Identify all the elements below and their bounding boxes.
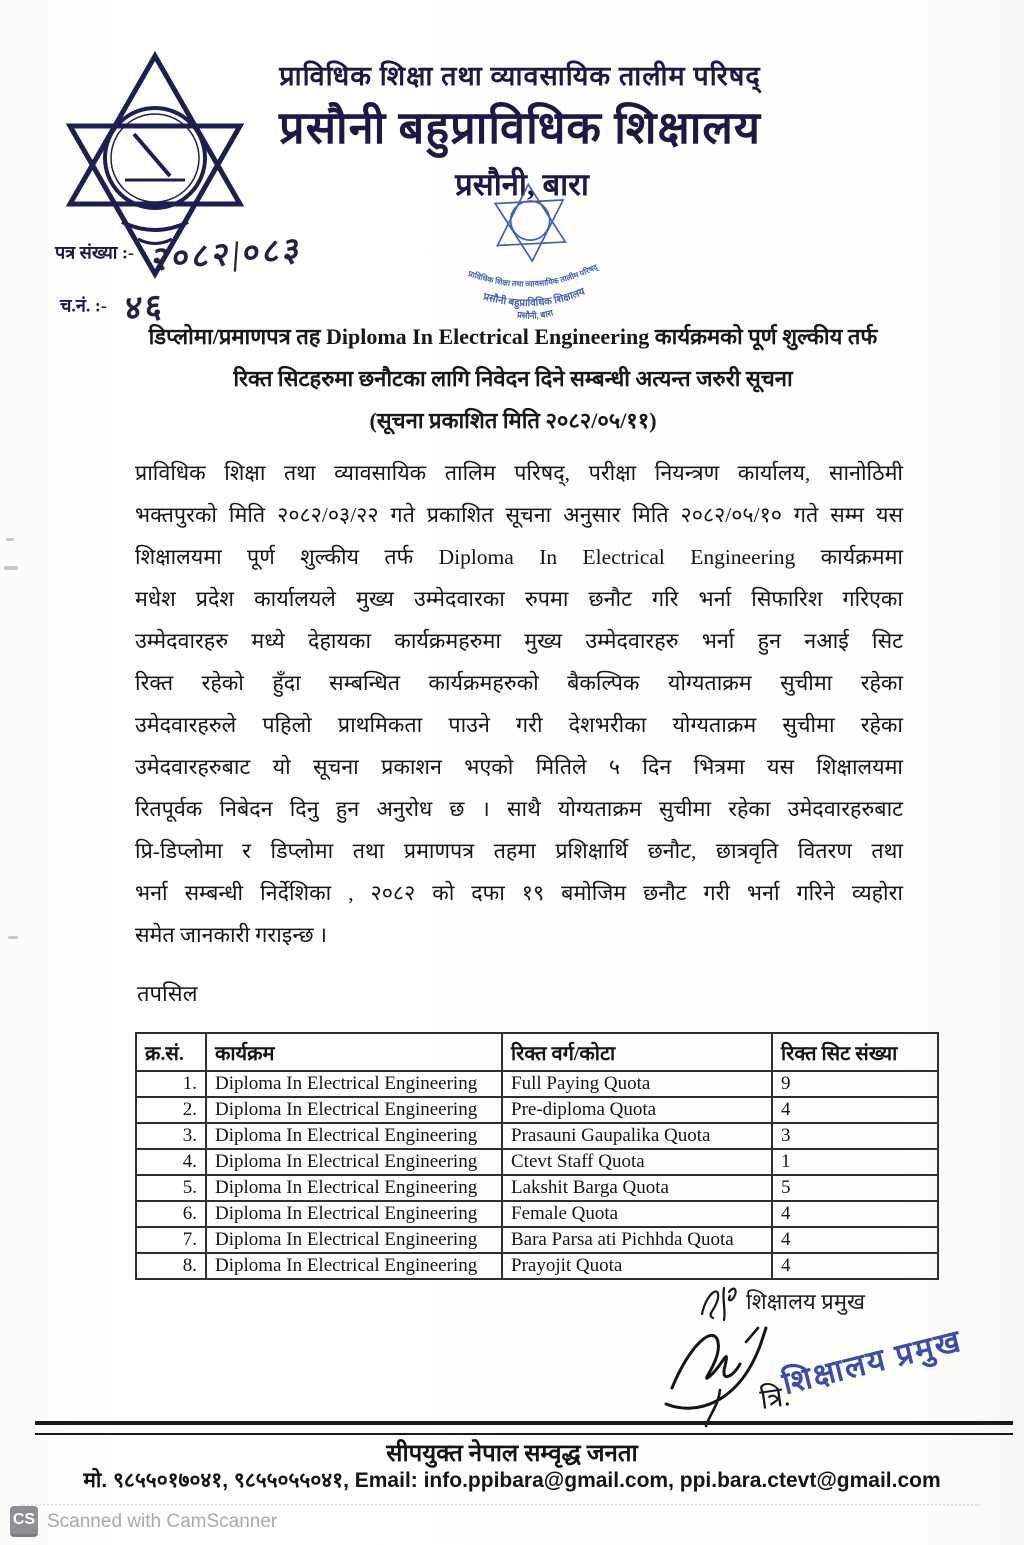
cell-seats: 4 xyxy=(772,1201,938,1227)
col-header-seats: रिक्त सिट संख्या xyxy=(772,1033,938,1071)
table-row xyxy=(136,1201,938,1227)
table-row xyxy=(136,1097,938,1123)
cell-quota: Prasauni Gaupalika Quota xyxy=(502,1123,772,1149)
table-row xyxy=(136,1123,938,1149)
footer-divider xyxy=(35,1421,1013,1435)
cell-serial: 2. xyxy=(136,1097,206,1123)
stamp-arc-org-text: प्राविधिक शिक्षा तथा व्यावसायिक तालीम परिषद् xyxy=(466,262,599,289)
cell-program: Diploma In Electrical Engineering xyxy=(206,1071,502,1097)
notice-published-date: (सूचना प्रकाशित मिति २०८२/०५/११) xyxy=(369,408,657,433)
body-line: उम्मेदवारहरु मध्ये देहायका कार्यक्रमहरुमा मुख्य उम्मेदवारहरु भर्ना हुन नआई सिट xyxy=(135,629,903,653)
body-line: प्राविधिक शिक्षा तथा व्यावसायिक तालिम परिषद्, परीक्षा नियन्त्रण कार्यालय, सानोठिमी xyxy=(135,461,903,485)
handwritten-prefix: त्रि. xyxy=(758,1381,792,1416)
vacant-seats-table xyxy=(135,1032,939,1280)
table-row xyxy=(136,1071,938,1097)
cell-program: Diploma In Electrical Engineering xyxy=(206,1227,502,1253)
stamp-arc-school-text: प्रसौनी बहुप्राविधिक शिक्षालय xyxy=(481,286,587,310)
footer-contact-line: मो. ९८५५०१७०४१, ९८५५०५५०४१, Email: info.ppibara@gmail.com, ppi.bara.ctevt@gmail.com xyxy=(83,1469,941,1492)
cell-seats: 4 xyxy=(772,1097,938,1123)
footer-slogan: सीपयुक्त नेपाल सम्वृद्ध जनता xyxy=(386,1441,638,1467)
cell-program: Diploma In Electrical Engineering xyxy=(206,1123,502,1149)
notice-title-line2: रिक्त सिटहरुमा छनौटका लागि निवेदन दिने सम्बन्धी अत्यन्त जरुरी सूचना xyxy=(233,366,793,391)
cell-serial: 5. xyxy=(136,1175,206,1201)
cell-program: Diploma In Electrical Engineering xyxy=(206,1149,502,1175)
cell-quota: Bara Parsa ati Pichhda Quota xyxy=(502,1227,772,1253)
dispatch-number-value-handwritten: ४६ xyxy=(123,288,167,328)
table-row xyxy=(136,1149,938,1175)
cell-program: Diploma In Electrical Engineering xyxy=(206,1201,502,1227)
cell-program: Diploma In Electrical Engineering xyxy=(206,1175,502,1201)
body-line: मधेश प्रदेश कार्यालयले मुख्य उम्मेदवारका रुपमा छनौट गरि भर्ना सिफारिश गरिएका xyxy=(135,587,903,611)
body-line: उमेदवारहरुबाट यो सूचना प्रकाशन भएको मितिले ५ दिन भित्रमा यस शिक्षालयमा xyxy=(135,755,903,779)
scan-artifact xyxy=(6,538,14,541)
signature-designation-label: शिक्षालय प्रमुख xyxy=(746,1289,865,1314)
dispatch-number-label: च.नं. :- xyxy=(60,295,107,316)
table-row xyxy=(136,1175,938,1201)
cell-quota: Prayojit Quota xyxy=(502,1253,772,1279)
svg-text:प्रसौनी बहुप्राविधिक शिक्षालय xyxy=(480,286,588,312)
cell-seats: 4 xyxy=(772,1227,938,1253)
notice-title xyxy=(118,316,908,442)
cell-serial: 7. xyxy=(136,1227,206,1253)
notice-title-line1: डिप्लोमा/प्रमाणपत्र तह Diploma In Electrical Engineering कार्यक्रमको पूर्ण शुल्कीय तर्फ xyxy=(148,324,878,349)
col-header-program: कार्यक्रम xyxy=(206,1033,502,1071)
col-header-quota: रिक्त वर्ग/कोटा xyxy=(502,1033,772,1071)
parent-organization-name: प्राविधिक शिक्षा तथा व्यावसायिक तालीम परिषद् xyxy=(279,61,761,91)
letter-number-value-handwritten: २०८२|०८३ xyxy=(150,231,305,279)
camscanner-watermark-text: Scanned with CamScanner xyxy=(47,1510,278,1532)
cell-serial: 1. xyxy=(136,1071,206,1097)
cell-seats: 1 xyxy=(772,1149,938,1175)
body-line: उमेदवारहरुले पहिलो प्राथमिकता पाउने गरी देशभरीका योग्यताक्रम सुचीमा रहेका xyxy=(135,713,903,737)
designation-blue-stamp: शिक्षालय प्रमुख xyxy=(778,1322,966,1402)
letter-number-row xyxy=(55,230,305,279)
stamp-arc-place-text: प्रसौनी, बारा xyxy=(516,307,555,321)
scan-artifact xyxy=(8,936,18,939)
table-header xyxy=(136,1033,938,1071)
body-line: रितपूर्वक निबेदन दिनु हुन अनुरोध छ । साथै योग्यताक्रम सुचीमा रहेका उमेदवारहरुबाट xyxy=(135,797,903,821)
cell-seats: 9 xyxy=(772,1071,938,1097)
notice-body-paragraph xyxy=(135,452,903,956)
cell-program: Diploma In Electrical Engineering xyxy=(206,1253,502,1279)
col-header-serial: क्र.सं. xyxy=(136,1033,206,1071)
scan-artifact xyxy=(4,566,18,570)
body-line: समेत जानकारी गराइन्छ । xyxy=(135,923,328,947)
table-row xyxy=(136,1253,938,1279)
cell-serial: 4. xyxy=(136,1149,206,1175)
cell-serial: 6. xyxy=(136,1201,206,1227)
camscanner-watermark xyxy=(10,1506,277,1537)
cell-quota: Full Paying Quota xyxy=(502,1071,772,1097)
cell-quota: Ctevt Staff Quota xyxy=(502,1149,772,1175)
body-line: भर्ना सम्बन्धी निर्देशिका , २०८२ को दफा १९ बमोजिम छनौट गरी भर्ना गरिने व्यहोरा xyxy=(135,881,903,905)
cell-serial: 3. xyxy=(136,1123,206,1149)
cell-seats: 4 xyxy=(772,1253,938,1279)
school-location: प्रसौनी, बारा xyxy=(455,167,589,202)
letter-number-label: पत्र संख्या :- xyxy=(55,242,134,263)
school-blue-stamp-icon xyxy=(419,174,645,337)
seat-table-body xyxy=(136,1071,938,1279)
cell-quota: Pre-diploma Quota xyxy=(502,1097,772,1123)
cell-quota: Female Quota xyxy=(502,1201,772,1227)
cell-seats: 3 xyxy=(772,1123,938,1149)
body-line: भक्तपुरको मिति २०८२/०३/२२ गते प्रकाशित सूचना अनुसार मिति २०८२/०५/१० गते सम्म यस xyxy=(135,503,903,527)
body-line: रिक्त रहेको हुँदा सम्बन्धित कार्यक्रमहरुको बैकल्पिक योग्यताक्रम सुचीमा रहेका xyxy=(135,671,903,695)
schedule-label: तपसिल xyxy=(137,981,198,1006)
body-line: प्रि-डिप्लोमा र डिप्लोमा तथा प्रमाणपत्र तहमा प्रशिक्षार्थि छनौट, छात्रवृति वितरण तथा xyxy=(135,839,903,863)
cell-quota: Lakshit Barga Quota xyxy=(502,1175,772,1201)
table-row xyxy=(136,1227,938,1253)
body-line: शिक्षालयमा पूर्ण शुल्कीय तर्फ Diploma In Electrical Engineering कार्यक्रममा xyxy=(135,545,903,569)
cell-program: Diploma In Electrical Engineering xyxy=(206,1097,502,1123)
cell-seats: 5 xyxy=(772,1175,938,1201)
camscanner-badge-icon: CS xyxy=(10,1506,38,1537)
cell-serial: 8. xyxy=(136,1253,206,1279)
school-name: प्रसौनी बहुप्राविधिक शिक्षालय xyxy=(278,103,761,153)
